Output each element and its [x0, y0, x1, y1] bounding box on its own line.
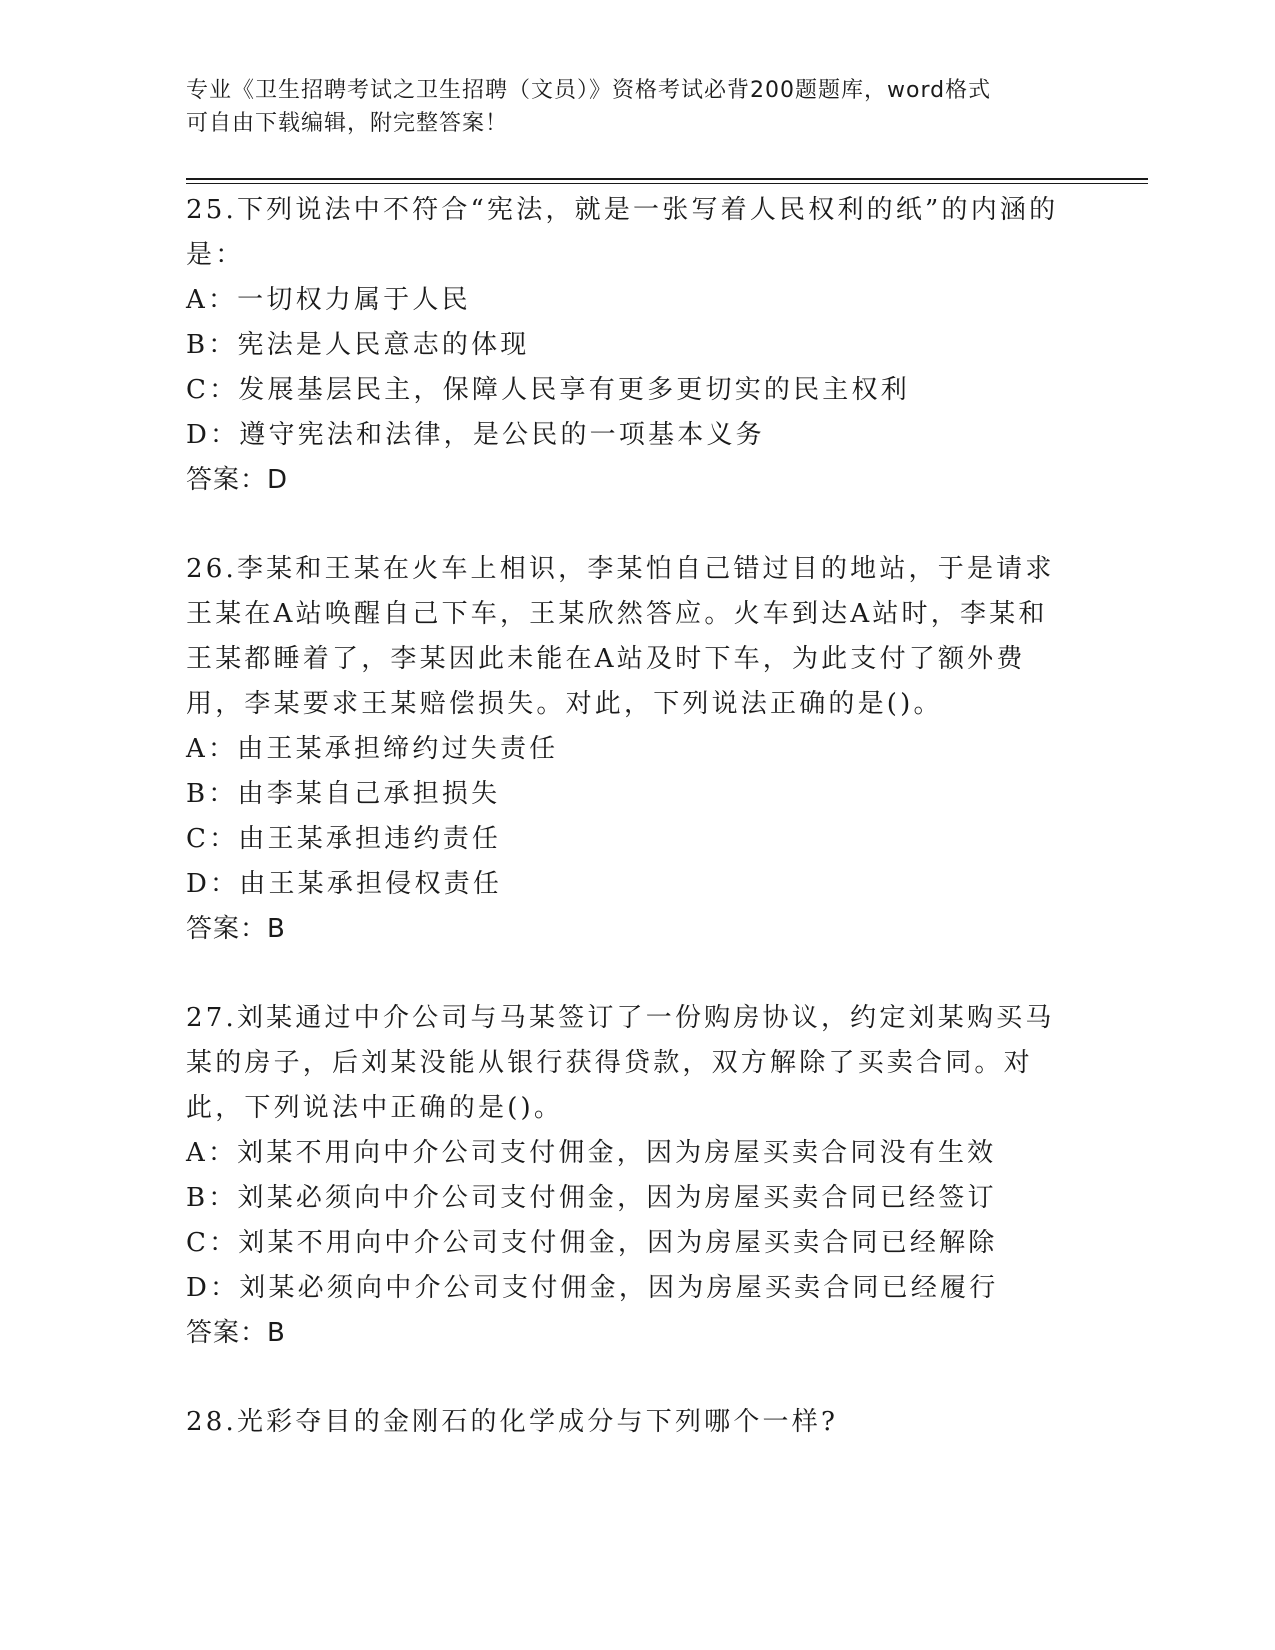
- option-c: C：刘某不用向中介公司支付佣金，因为房屋买卖合同已经解除: [186, 1228, 998, 1258]
- header-divider-thin: [186, 183, 1148, 184]
- question-list: [186, 188, 1066, 1489]
- answer-label: 答案：B: [186, 1318, 286, 1348]
- option-a: A：一切权力属于人民: [186, 285, 471, 315]
- option-d: D：刘某必须向中介公司支付佣金，因为房屋买卖合同已经履行: [186, 1273, 999, 1303]
- header-divider-thick: [186, 178, 1148, 180]
- header-line-2: 可自由下载编辑，附完整答案！: [186, 111, 509, 136]
- option-a: A：由王某承担缔约过失责任: [186, 734, 559, 764]
- question-28: [186, 1400, 1066, 1445]
- question-stem: 25.下列说法中不符合“宪法，就是一张写着人民权利的纸”的内涵的是：: [186, 195, 1059, 270]
- header-line-1: 专业《卫生招聘考试之卫生招聘（文员）》资格考试必背200题题库，word格式: [186, 78, 992, 103]
- question-25: [186, 188, 1066, 503]
- question-27: [186, 996, 1066, 1356]
- option-b: B：刘某必须向中介公司支付佣金，因为房屋买卖合同已经签订: [186, 1183, 997, 1213]
- option-c: C：由王某承担违约责任: [186, 824, 502, 854]
- question-stem: 28.光彩夺目的金刚石的化学成分与下列哪个一样?: [186, 1407, 839, 1437]
- option-d: D：由王某承担侵权责任: [186, 869, 503, 899]
- question-stem: 26.李某和王某在火车上相识，李某怕自己错过目的地站，于是请求王某在A站唤醒自己下车，王某欣然答应。火车到达A站时，李某和王某都睡着了，李某因此未能在A站及时下车，为此支付了额外费用，李某要求王某赔偿损失。对此，下列说法正确的是()。: [186, 554, 1055, 719]
- question-26: [186, 547, 1066, 952]
- document-header: [186, 74, 1066, 140]
- answer-label: 答案：B: [186, 914, 286, 944]
- answer-label: 答案：D: [186, 465, 289, 495]
- option-b: B：宪法是人民意志的体现: [186, 330, 530, 360]
- question-stem: 27.刘某通过中介公司与马某签订了一份购房协议，约定刘某购买马某的房子，后刘某没能从银行获得贷款，双方解除了买卖合同。对此，下列说法中正确的是()。: [186, 1003, 1055, 1123]
- option-a: A：刘某不用向中介公司支付佣金，因为房屋买卖合同没有生效: [186, 1138, 997, 1168]
- option-b: B：由李某自己承担损失: [186, 779, 501, 809]
- option-c: C：发展基层民主，保障人民享有更多更切实的民主权利: [186, 375, 910, 405]
- option-d: D：遵守宪法和法律，是公民的一项基本义务: [186, 420, 765, 450]
